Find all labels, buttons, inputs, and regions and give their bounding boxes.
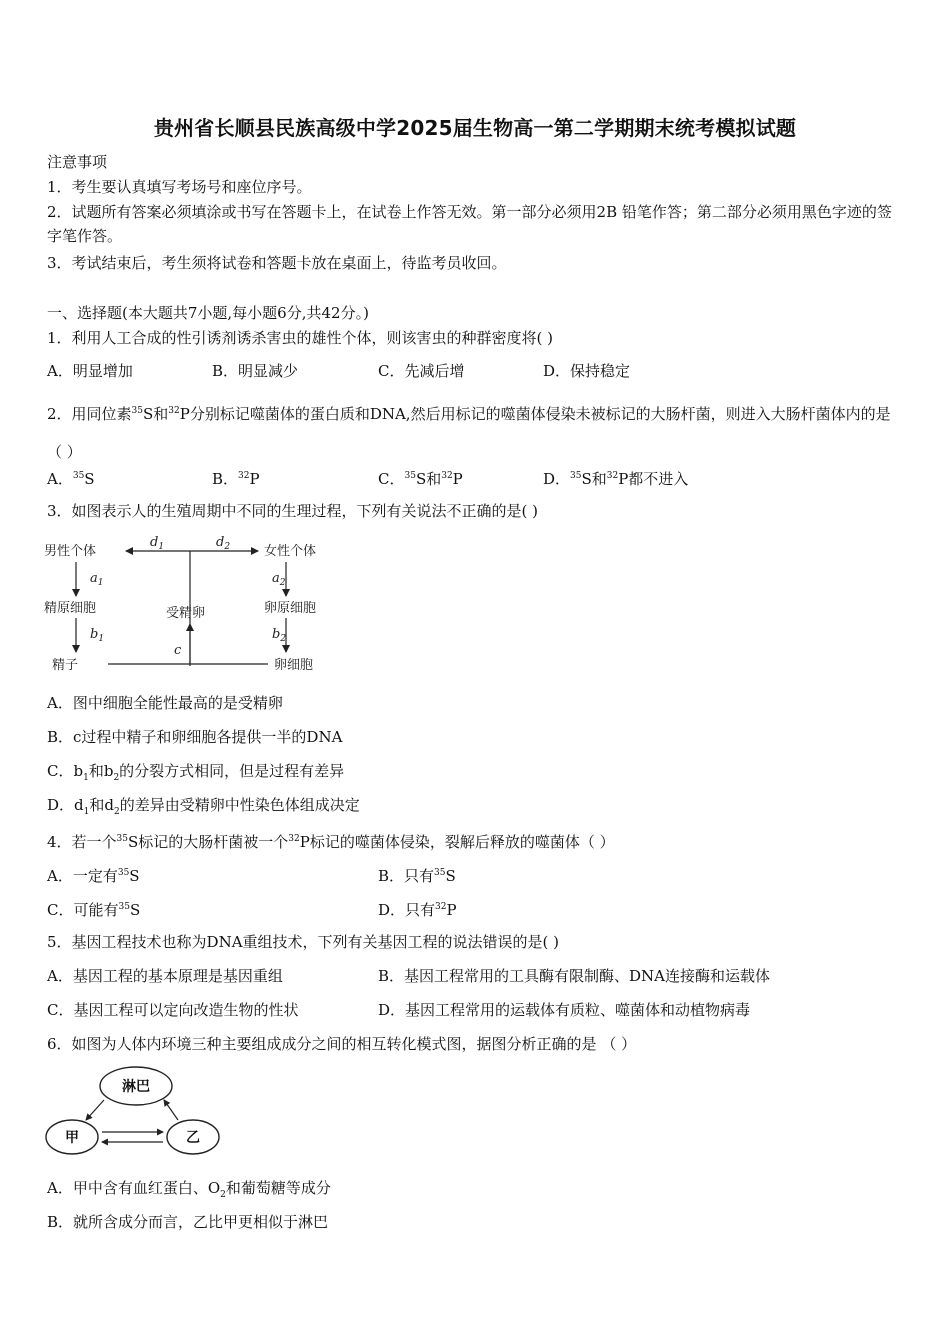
label-female: 女性个体 [264,544,317,559]
label-spermatogonium: 精原细胞 [44,601,97,616]
q1-option-a[interactable]: A．明显增加 [47,362,133,380]
arrow-yi-to-lymph [164,1100,178,1120]
q5-option-a[interactable]: A．基因工程的基本原理是基因重组 [47,967,283,985]
q5-option-b[interactable]: B．基因工程常用的工具酶有限制酶、DNA连接酶和运载体 [378,967,771,985]
label-male: 男性个体 [44,544,97,559]
q5-stem: 5．基因工程技术也称为DNA重组技术，下列有关基因工程的说法错误的是( ) [47,933,560,951]
q6-stem: 6．如图为人体内环境三种主要组成成分之间的相互转化模式图，据图分析正确的是 （ ） [47,1035,637,1053]
notice-item-2: 2．试题所有答案必须填涂或书写在答题卡上，在试卷上作答无效。第一部分必须用2B 铅笔作答；第二部分必须用黑色字迹的签字笔作答。 [47,203,892,245]
q4-stem: 4．若一个$^{35}$S标记的大肠杆菌被一个$^{32}$P标记的噬菌体侵染，裂解后释放的噬菌体（ ） [47,833,615,851]
label-oogonium: 卵原细胞 [264,601,317,616]
label-b2: $b_2$ [272,627,287,644]
reproduction-cycle-diagram [40,530,340,675]
q2-stem: 2．用同位素$^{35}$S和$^{32}$P分别标记噬菌体的蛋白质和DNA,然后用标记的噬菌体侵染未被标记的大肠杆菌，则进入大肠杆菌体内的是（ ） [47,405,891,461]
q1-option-d[interactable]: D．保持稳定 [543,362,631,380]
label-jia: 甲 [65,1130,79,1146]
q2-option-a[interactable]: A．$^{35}$S [47,470,95,488]
q5-option-c[interactable]: C．基因工程可以定向改造生物的性状 [47,1001,299,1019]
label-b1: $b_1$ [90,627,105,644]
q4-option-b[interactable]: B．只有$^{35}$S [378,867,456,885]
label-a1: $a_1$ [90,571,104,588]
arrow-lymph-to-jia [86,1100,104,1120]
label-zygote: 受精卵 [166,606,206,621]
q3-stem: 3．如图表示人的生殖周期中不同的生理过程，下列有关说法不正确的是( ) [47,502,539,520]
label-egg: 卵细胞 [274,658,314,673]
section-heading: 一、选择题(本大题共7小题,每小题6分,共42分。) [47,304,369,322]
q3-option-d[interactable]: D．$d_1$和$d_2$的差异由受精卵中性染色体组成决定 [47,796,360,817]
label-d2: $d_2$ [216,535,231,552]
q3-option-a[interactable]: A．图中细胞全能性最高的是受精卵 [47,694,283,712]
q3-option-c[interactable]: C．$b_1$和$b_2$的分裂方式相同，但是过程有差异 [47,762,345,783]
q2-option-b[interactable]: B．$^{32}$P [212,470,260,488]
label-sperm: 精子 [52,658,79,673]
notice-heading: 注意事项 [47,153,108,171]
q1-option-c[interactable]: C．先减后增 [378,362,465,380]
label-c: c [174,643,182,658]
q6-option-b[interactable]: B．就所含成分而言，乙比甲更相似于淋巴 [47,1213,329,1231]
q3-option-b[interactable]: B．c过程中精子和卵细胞各提供一半的DNA [47,728,343,746]
q1-option-b[interactable]: B．明显减少 [212,362,299,380]
q6-option-a[interactable]: A．甲中含有血红蛋白、$O_2$和葡萄糖等成分 [47,1179,331,1200]
label-lymph: 淋巴 [122,1079,150,1095]
notice-item-1: 1．考生要认真填写考场号和座位序号。 [47,178,312,196]
q1-stem: 1．利用人工合成的性引诱剂诱杀害虫的雄性个体，则该害虫的种群密度将( ) [47,329,554,347]
q5-option-d[interactable]: D．基因工程常用的运载体有质粒、噬菌体和动植物病毒 [378,1001,751,1019]
q4-option-a[interactable]: A．一定有$^{35}$S [47,867,140,885]
body-fluid-diagram [42,1062,227,1160]
page-title: 贵州省长顺县民族高级中学2025届生物高一第二学期期末统考模拟试题 [153,116,797,140]
notice-item-3: 3．考试结束后，考生须将试卷和答题卡放在桌面上，待监考员收回。 [47,254,507,272]
label-d1: $d_1$ [150,535,165,552]
label-yi: 乙 [186,1130,200,1146]
label-a2: $a_2$ [272,571,286,588]
q4-option-d[interactable]: D．只有$^{32}$P [378,901,457,919]
q2-option-c[interactable]: C．$^{35}$S和$^{32}$P [378,470,463,488]
q2-option-d[interactable]: D．$^{35}$S和$^{32}$P都不进入 [543,470,689,488]
q4-option-c[interactable]: C．可能有$^{35}$S [47,901,141,919]
